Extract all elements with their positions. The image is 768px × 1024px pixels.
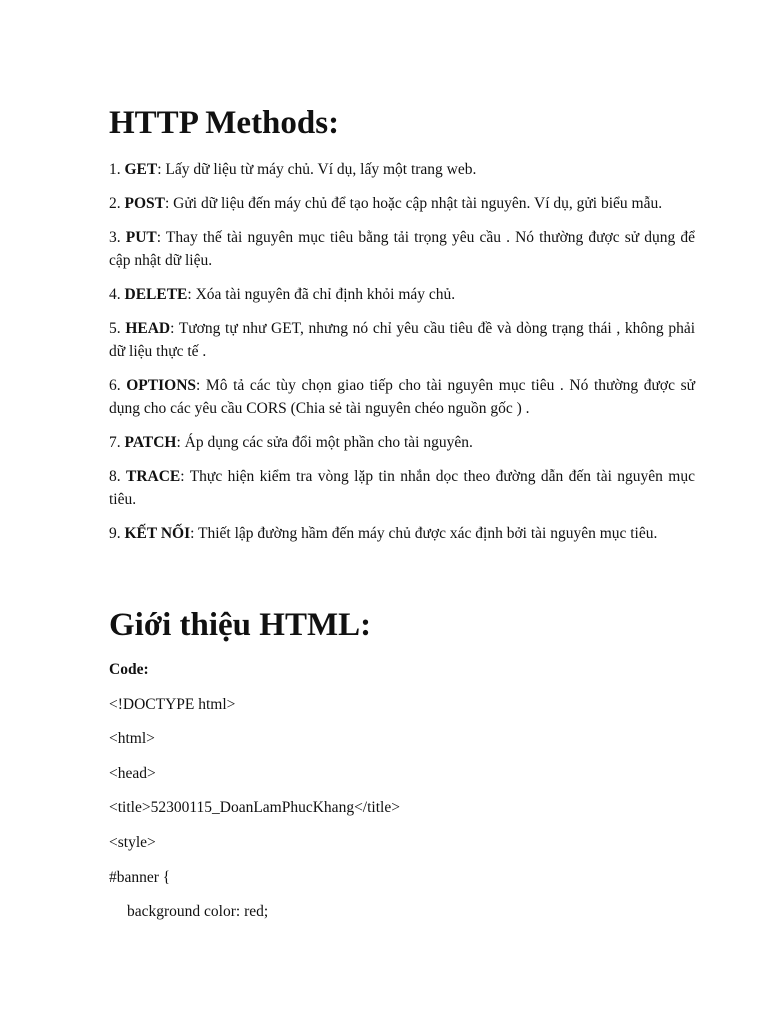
method-item-get [109,158,695,181]
method-number: 1. [109,161,125,178]
method-item-put [109,226,695,272]
method-description: : Áp dụng các sửa đổi một phần cho tài nguyên. [176,434,473,451]
code-line: <head> [109,764,156,782]
method-name: KẾT NỐI [124,525,191,542]
method-description: : Gửi dữ liệu đến máy chủ để tạo hoặc cập nhật tài nguyên. Ví dụ, gửi biểu mẫu. [164,195,663,212]
code-line: <title>52300115_DoanLamPhucKhang</title> [109,799,400,817]
http-methods-list [109,158,695,556]
method-item-options [109,374,695,420]
method-number: 3. [109,229,126,246]
code-line: <!DOCTYPE html> [109,695,236,713]
html-intro-heading: Giới thiệu HTML: [109,607,372,643]
method-item-connect [109,522,695,545]
method-description: : Xóa tài nguyên đã chỉ định khỏi máy chủ. [187,286,456,303]
method-item-trace [109,465,695,511]
method-description: : Thiết lập đường hầm đến máy chủ được xác định bởi tài nguyên mục tiêu. [190,525,658,542]
method-item-post [109,192,695,215]
code-line: <style> [109,833,156,851]
code-line: #banner { [109,868,171,886]
method-name: PUT [125,229,157,246]
method-name: HEAD [125,320,171,337]
method-name: OPTIONS [126,377,197,394]
method-number: 5. [109,320,126,337]
method-name: TRACE [126,468,181,485]
method-number: 8. [109,468,127,485]
code-line: <html> [109,730,155,748]
method-description: : Thay thế tài nguyên mục tiêu bằng tải trọng yêu cầu . Nó thường được sử dụng để cập nhật dữ liệu. [109,229,695,269]
method-name: GET [124,161,158,178]
method-number: 2. [109,195,125,212]
code-block [109,658,695,935]
method-name: POST [124,195,165,212]
method-number: 6. [109,377,127,394]
method-item-patch [109,431,695,454]
method-description: : Tương tự như GET, nhưng nó chỉ yêu cầu tiêu đề và dòng trạng thái , không phải dữ liệu thực tế . [109,320,696,360]
method-description: : Lấy dữ liệu từ máy chủ. Ví dụ, lấy một trang web. [157,161,477,178]
method-number: 9. [109,525,125,542]
method-number: 7. [109,434,125,451]
code-line: background color: red; [127,903,269,921]
method-item-delete [109,283,695,306]
http-methods-heading: HTTP Methods: [109,105,340,141]
method-name: PATCH [124,434,177,451]
code-label: Code: [109,661,149,678]
method-description: : Mô tả các tùy chọn giao tiếp cho tài nguyên mục tiêu . Nó thường được sử dụng cho các yêu cầu CORS (Chia sẻ tài nguyên chéo nguồn gốc ) . [109,377,696,417]
method-name: DELETE [124,286,188,303]
method-item-head [109,317,695,363]
method-number: 4. [109,286,125,303]
method-description: : Thực hiện kiểm tra vòng lặp tin nhắn dọc theo đường dẫn đến tài nguyên mục tiêu. [109,468,695,508]
